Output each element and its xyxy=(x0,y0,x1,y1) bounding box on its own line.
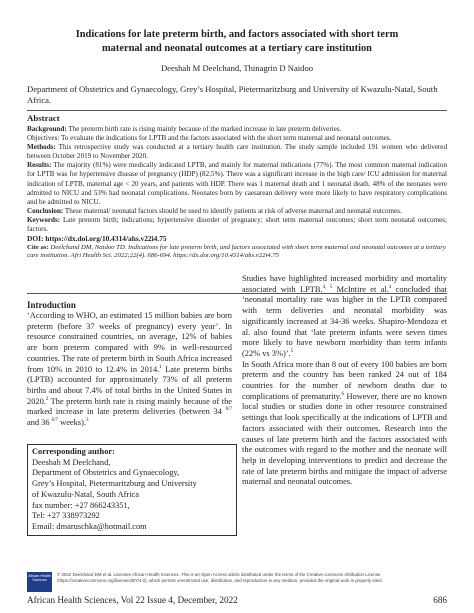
doi-link[interactable]: DOI: https://dx.doi.org/10.4314/ahs.v22i4.75 xyxy=(27,234,167,244)
corresponding-line: Grey’s Hospital, Pietermaritzburg and University xyxy=(32,479,197,489)
methods-label: Methods: xyxy=(27,143,56,152)
ref-4-5: 4, 5 xyxy=(322,284,333,290)
abstract-section xyxy=(27,112,447,260)
corresponding-line: of Kwazulu-Natal, South Africa xyxy=(32,489,139,499)
cite-label: Cite as: xyxy=(27,243,49,251)
results-label: Results: xyxy=(27,161,52,170)
cite-text: Deelchand DM, Naidoo TD. Indications for late preterm birth, and factors associated with short term maternal and neonatal outcomes at a tertiary care institution. Afri Health Sci. 2022;22(4). 686-694. https://dx.doi.org/10.4314/ahs.v22i4.75 xyxy=(27,243,446,260)
corresponding-line: Deeshah M Deelchand, xyxy=(32,457,111,467)
ref-4: 4 xyxy=(388,284,392,290)
ref-3: 3 xyxy=(85,418,89,424)
article-title xyxy=(40,28,434,55)
introduction-paragraph xyxy=(27,311,232,429)
conclusion-text: These maternal/ neonatal factors should be used to identify patients at risk of adverse maternal and neonatal outcomes. xyxy=(63,206,402,215)
journal-logo: African Health Sciences xyxy=(27,572,52,592)
methods-text: This retrospective study was conducted at a tertiary health care institution. The study sample included 191 women who delivered between October 2019 to November 2020. xyxy=(27,143,447,161)
corresponding-fax: fax number: +27 866243351, xyxy=(32,500,130,510)
gestation-sup-a: 0/7 xyxy=(225,407,232,413)
ref-1: 1 xyxy=(159,364,162,370)
intro-text-d: and 36 xyxy=(27,418,52,428)
right-text-c: concluded that ‘neonatal mortality rate was higher in the LPTB compared with term deliveries and neonatal morbidity was significantly increased at 34-36 weeks. Shapiro-Mendoza et al. also found that ‘late preterm infants were seven times more likely to have newborn morbidity than term infants (22% vs 3%)’. xyxy=(242,284,447,358)
ref-2: 2 xyxy=(45,396,49,402)
keywords-text: Late preterm birth; indications; hypertensive disorder of pregnancy; short term maternal outcomes; short term neonatal outcomes; factors. xyxy=(27,215,447,234)
ref-5: 5 xyxy=(290,349,294,355)
background-label: Background: xyxy=(27,125,67,133)
corresponding-email[interactable]: Email: dmaruschka@hotmail.com xyxy=(32,521,147,531)
right-text-e: In South Africa more than 8 out of every 100 babies are born preterm and the country has been ranked 24 out of 184 countries for the number of newborn deaths due to complications of prematurity. xyxy=(242,359,447,401)
intro-text-a: ‘According to WHO, an estimated 15 million babies are born preterm (before 37 weeks of pregnancy) every year’. In resource constrained countries, on average, 12% of babies are born preterm compared with 9% in well-resourced countries. The rate of preterm birth in South Africa increased from 10% in 2010 to 12.4% in 2014. xyxy=(27,311,232,374)
title-line-1: Indications for late preterm birth, and factors associated with short term xyxy=(75,29,399,40)
introduction-heading: Introduction xyxy=(27,300,76,310)
corresponding-line: Department of Obstetrics and Gynaecology, xyxy=(32,468,180,478)
affiliation: Department of Obstetrics and Gynaecology, Grey’s Hospital, Pietermaritzburg and University of Kwazulu-Natal, South Africa. xyxy=(27,84,438,105)
right-text-f: However, there are no known local studies or studies done in other resource constrained settings that look specifically at the indications of LPTB and factors associated with their outcomes. Research into the causes of late preterm birth and the factors associated with the outcomes with regard to the mother and the neonate will help in developing interventions to predict and decrease the rate of late preterm births and mitigate the impact of adverse maternal and neonatal outcomes. xyxy=(242,391,447,487)
corresponding-author-title: Corresponding author: xyxy=(32,447,115,456)
intro-text-b: Late preterm births (LPTB) accounted for approximately 73% of all preterm births and about 7.4% of total births in the United States in 2020. xyxy=(27,364,233,406)
abstract-conclusion xyxy=(27,207,447,216)
top-divider xyxy=(27,110,447,111)
citation xyxy=(27,244,447,261)
title-line-2: maternal and neonatal outcomes at a tertiary care institution xyxy=(102,42,372,54)
abstract-objectives: Objectives: To evaluate the indications for LPTB and the factors associated with the short term maternal and neonatal outcomes. xyxy=(27,134,392,143)
footer-journal: African Health Sciences, Vol 22 Issue 4, December, 2022 xyxy=(27,595,238,605)
page-number: 686 xyxy=(433,595,447,605)
abstract-methods xyxy=(27,143,447,161)
conclusion-label: Conclusion: xyxy=(27,206,64,215)
left-column xyxy=(27,300,232,429)
license-text: © 2022 Deelchand DM et al. Licensee African Health Sciences. This is an Open Access article distributed under the terms of the Creative commons Attribution License (https://creativecommons.org/licenses/BY/4.0), which permits unrestricted use, distribution, and reproduction in any medium, provided the original work is properly cited. xyxy=(57,572,383,583)
gestation-sup-b: 6/7 xyxy=(51,418,59,424)
ref-6: 6 xyxy=(341,391,345,397)
right-column xyxy=(242,274,447,488)
corresponding-tel: Tel: +27 338973292 xyxy=(32,511,100,521)
corresponding-author-box xyxy=(27,444,237,536)
abstract-background xyxy=(27,125,447,134)
license-block xyxy=(27,572,447,594)
author-list: Deeshah M Deelchand, Thinagrin D Naidoo xyxy=(160,63,314,73)
right-paragraph-2 xyxy=(242,360,447,488)
abstract-keywords xyxy=(27,216,447,234)
intro-text-c: The preterm birth rate is rising mainly because of the marked increase in late preterm deliveries (between 34 xyxy=(27,396,232,417)
right-text-b: McIntire et al. xyxy=(332,284,389,294)
right-paragraph-1 xyxy=(242,274,447,360)
results-text: The majority (81%) were medically indicated LPTB, and mainly for maternal indications (77%). The most common maternal indication for LPTB was for hypertensive disease of pregnancy (HDP) (82.5%). There was a significant increase in the high care/ ICU admission for maternal indication of LPTB, maternal age < 20 years, and patients with HDP. There was 1 maternal death and 1 neonatal death. 48% of the neonates were admitted to NICU and 53% had neonatal complications. Neonates born by caesarean delivery were more likely to have respiratory complications and be admitted to NICU. xyxy=(27,161,447,206)
intro-text-e: weeks). xyxy=(58,418,86,428)
right-text-a: Studies have highlighted increased morbidity and mortality associated with LPTB. xyxy=(242,274,447,294)
abstract-heading: Abstract xyxy=(27,113,60,123)
abstract-results xyxy=(27,161,447,206)
background-text: The preterm birth rate is rising mainly because of the marked increase in late preterm deliveries. xyxy=(66,125,342,133)
keywords-label: Keywords: xyxy=(27,215,61,224)
